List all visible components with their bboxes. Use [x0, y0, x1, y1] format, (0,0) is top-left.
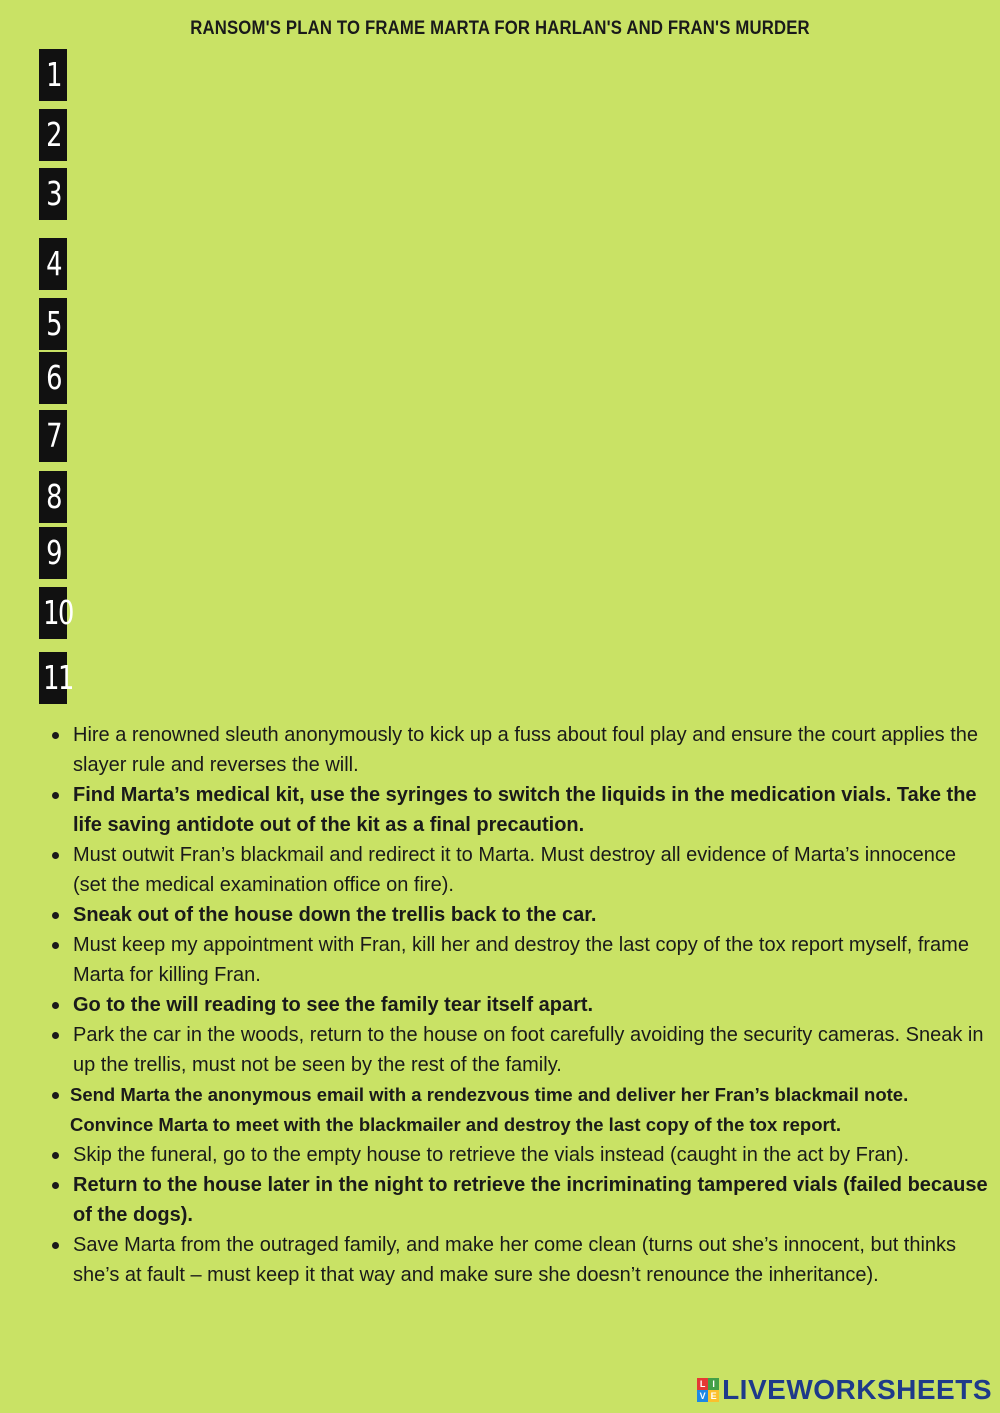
logo-mark-letter: L — [697, 1378, 708, 1390]
statement-item[interactable]: Go to the will reading to see the family tear itself apart. — [0, 990, 1000, 1020]
number-box-7[interactable]: 7 — [39, 410, 67, 462]
page-title: RANSOM'S PLAN TO FRAME MARTA FOR HARLAN'S AND FRAN'S MURDER — [190, 18, 810, 39]
logo-text: LIVEWORKSHEETS — [722, 1374, 992, 1405]
bullet-dot-icon — [52, 1092, 59, 1099]
statement-item[interactable]: Find Marta’s medical kit, use the syringes to switch the liquids in the medication vials. Take the life saving antidote out of the kit as a final precaution. — [0, 780, 1000, 840]
number-box-10[interactable]: 10 — [39, 587, 67, 639]
logo-mark-letter: V — [697, 1390, 708, 1402]
liveworksheets-logo — [697, 1375, 992, 1405]
number-box-11[interactable]: 11 — [39, 652, 67, 704]
bullet-dot-icon — [52, 852, 59, 859]
bullet-dot-icon — [52, 1032, 59, 1039]
bullet-dot-icon — [52, 792, 59, 799]
bullet-dot-icon — [52, 732, 59, 739]
number-box-6[interactable]: 6 — [39, 352, 67, 404]
statement-item[interactable]: Send Marta the anonymous email with a rendezvous time and deliver her Fran’s blackmail note. Convince Marta to meet with the blackmailer and destroy the last copy of the tox report. — [0, 1080, 1000, 1140]
number-box-5[interactable]: 5 — [39, 298, 67, 350]
bullet-dot-icon — [52, 912, 59, 919]
statement-item[interactable]: Save Marta from the outraged family, and make her come clean (turns out she’s innocent, but thinks she’s at fault – must keep it that way and make sure she doesn’t renounce the inheritance). — [0, 1230, 1000, 1290]
statement-item[interactable]: Must keep my appointment with Fran, kill her and destroy the last copy of the tox report myself, frame Marta for killing Fran. — [0, 930, 1000, 990]
number-box-2[interactable]: 2 — [39, 109, 67, 161]
statement-item[interactable]: Park the car in the woods, return to the house on foot carefully avoiding the security cameras. Sneak in up the trellis, must not be seen by the rest of the family. — [0, 1020, 1000, 1080]
bullet-dot-icon — [52, 1152, 59, 1159]
statement-item[interactable]: Must outwit Fran’s blackmail and redirect it to Marta. Must destroy all evidence of Marta’s innocence (set the medical examination office on fire). — [0, 840, 1000, 900]
statement-item[interactable]: Sneak out of the house down the trellis back to the car. — [0, 900, 1000, 930]
statement-list — [0, 720, 1000, 1290]
number-box-1[interactable]: 1 — [39, 49, 67, 101]
bullet-dot-icon — [52, 1242, 59, 1249]
number-box-3[interactable]: 3 — [39, 168, 67, 220]
number-box-9[interactable]: 9 — [39, 527, 67, 579]
bullet-dot-icon — [52, 1002, 59, 1009]
bullet-dot-icon — [52, 942, 59, 949]
logo-mark-letter: I — [708, 1378, 719, 1390]
statement-item[interactable]: Return to the house later in the night to retrieve the incriminating tampered vials (failed because of the dogs). — [0, 1170, 1000, 1230]
logo-mark-letter: E — [708, 1390, 719, 1402]
statement-item[interactable]: Skip the funeral, go to the empty house to retrieve the vials instead (caught in the act by Fran). — [0, 1140, 1000, 1170]
number-box-4[interactable]: 4 — [39, 238, 67, 290]
number-box-8[interactable]: 8 — [39, 471, 67, 523]
statement-item[interactable]: Hire a renowned sleuth anonymously to kick up a fuss about foul play and ensure the court applies the slayer rule and reverses the will. — [0, 720, 1000, 780]
liveworksheets-mark-icon — [697, 1378, 719, 1402]
bullet-dot-icon — [52, 1182, 59, 1189]
